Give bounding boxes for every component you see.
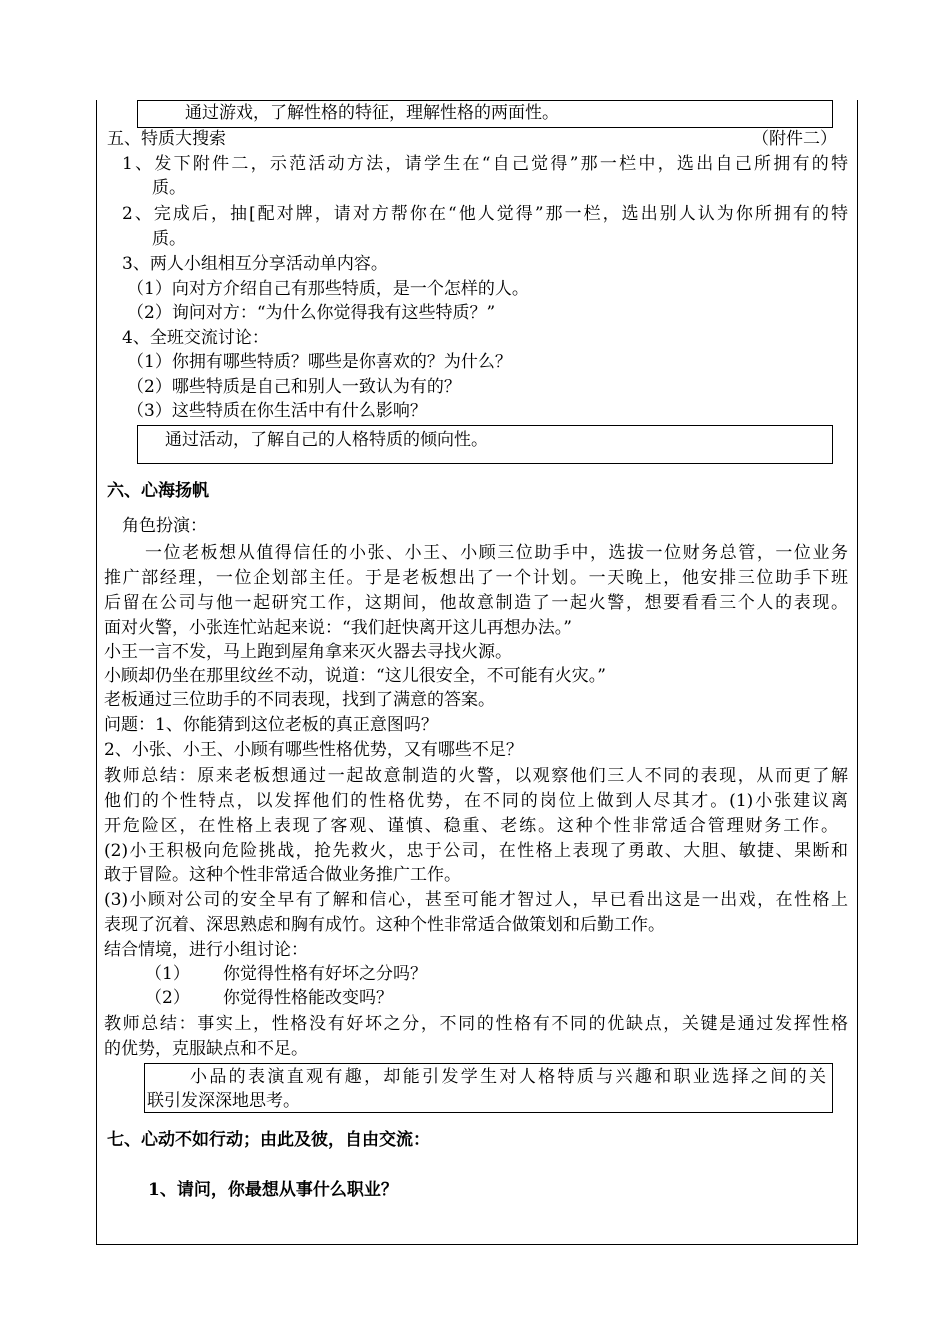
section-6-line: 小顾却仍坐在那里纹丝不动，说道：“这儿很安全，不可能有火灾。” (104, 666, 606, 686)
section-6-subtitle: 角色扮演： (122, 516, 207, 536)
section-5-attachment: （附件二） (752, 129, 837, 149)
section-6-line: 表现了沉着、深思熟虑和胸有成竹。这种个性非常适合做策划和后勤工作。 (104, 915, 665, 935)
section-6-line: 开危险区，在性格上表现了客观、谨慎、稳重、老练。这种个性非常适合管理财务工作。 (104, 816, 838, 836)
section-6-line: 教师总结：原来老板想通过一起故意制造的火警，以观察他们三人不同的表现，从而更了解 (104, 766, 848, 786)
section-6-line: 后留在公司与他一起研究工作，这期间，他故意制造了一起火警，想要看看三个人的表现。 (104, 593, 848, 613)
section-5-line: （1）向对方介绍自己有那些特质，是一个怎样的人。 (127, 279, 529, 299)
section-6-line: 小王一言不发，马上跑到屋角拿来灭火器去寻找火源。 (104, 642, 512, 662)
section-5-line: 1、发下附件二，示范活动方法，请学生在“自己觉得”那一栏中，选出自己所拥有的特 (122, 154, 848, 174)
section-5-line: （3）这些特质在你生活中有什么影响？ (127, 401, 427, 421)
section-5-line: 3、两人小组相互分享活动单内容。 (122, 254, 388, 274)
discussion-question: 你觉得性格能改变吗？ (223, 988, 393, 1008)
discussion-number: （1） (145, 964, 190, 984)
section-7-title: 七、心动不如行动；由此及彼，自由交流： (107, 1130, 430, 1150)
section-6-line: (3)小顾对公司的安全早有了解和信心，甚至可能才智过人，早已看出这是一出戏，在性格上 (104, 890, 848, 910)
section-5-line: （1）你拥有哪些特质？哪些是你喜欢的？为什么？ (127, 352, 512, 372)
note-box-1-text: 通过游戏，了解性格的特征，理解性格的两面性。 (185, 103, 559, 123)
section-6-line: 问题：1、你能猜到这位老板的真正意图吗？ (104, 715, 438, 735)
section-7-question: 1、请问，你最想从事什么职业？ (148, 1180, 398, 1200)
note-box-3-line: 小品的表演直观有趣，却能引发学生对人格特质与兴趣和职业选择之间的关 (190, 1067, 826, 1087)
section-6-line: 推广部经理，一位企划部主任。于是老板想出了一个计划。一天晚上，他安排三位助手下班 (104, 568, 848, 588)
section-6-line: 一位老板想从值得信任的小张、小王、小顾三位助手中，选拔一位财务总管，一位业务 (145, 543, 848, 563)
discussion-number: （2） (145, 988, 190, 1008)
note-box-3-line: 联引发深深地思考。 (147, 1091, 300, 1111)
section-5-line: 质。 (152, 229, 186, 249)
teacher-summary-line: 教师总结：事实上，性格没有好坏之分，不同的性格有不同的优缺点，关键是通过发挥性格 (104, 1014, 848, 1034)
discussion-question: 你觉得性格有好坏之分吗？ (223, 964, 427, 984)
section-6-line: 他们的个性特点，以发挥他们的性格优势，在不同的岗位上做到人尽其才。(1)小张建议离 (104, 791, 848, 811)
section-5-line: 2、完成后，抽[配对牌，请对方帮你在“他人觉得”那一栏，选出别人认为你所拥有的特 (122, 204, 848, 224)
section-5-line: （2）询问对方：“为什么你觉得我有这些特质？” (127, 303, 496, 323)
section-6-title: 六、心海扬帆 (107, 481, 209, 501)
section-6-line: (2)小王积极向危险挑战，抢先救火，忠于公司，在性格上表现了勇敢、大胆、敏捷、果断和 (104, 841, 848, 861)
note-box-2-text: 通过活动，了解自己的人格特质的倾向性。 (165, 430, 488, 450)
section-5-line: （2）哪些特质是自己和别人一致认为有的？ (127, 377, 461, 397)
section-6-line: 2、小张、小王、小顾有哪些性格优势，又有哪些不足？ (104, 740, 523, 760)
teacher-summary-line: 的优势，克服缺点和不足。 (104, 1039, 308, 1059)
section-6-line: 面对火警，小张连忙站起来说：“我们赶快离开这儿再想办法。” (104, 618, 572, 638)
section-5-line: 4、全班交流讨论： (122, 328, 269, 348)
section-5-line: 质。 (152, 178, 186, 198)
section-5-title: 五、特质大搜索 (107, 129, 226, 149)
section-6-line: 老板通过三位助手的不同表现，找到了满意的答案。 (104, 690, 495, 710)
section-6-line: 结合情境，进行小组讨论： (104, 940, 308, 960)
section-6-line: 敢于冒险。这种个性非常适合做业务推广工作。 (104, 865, 461, 885)
